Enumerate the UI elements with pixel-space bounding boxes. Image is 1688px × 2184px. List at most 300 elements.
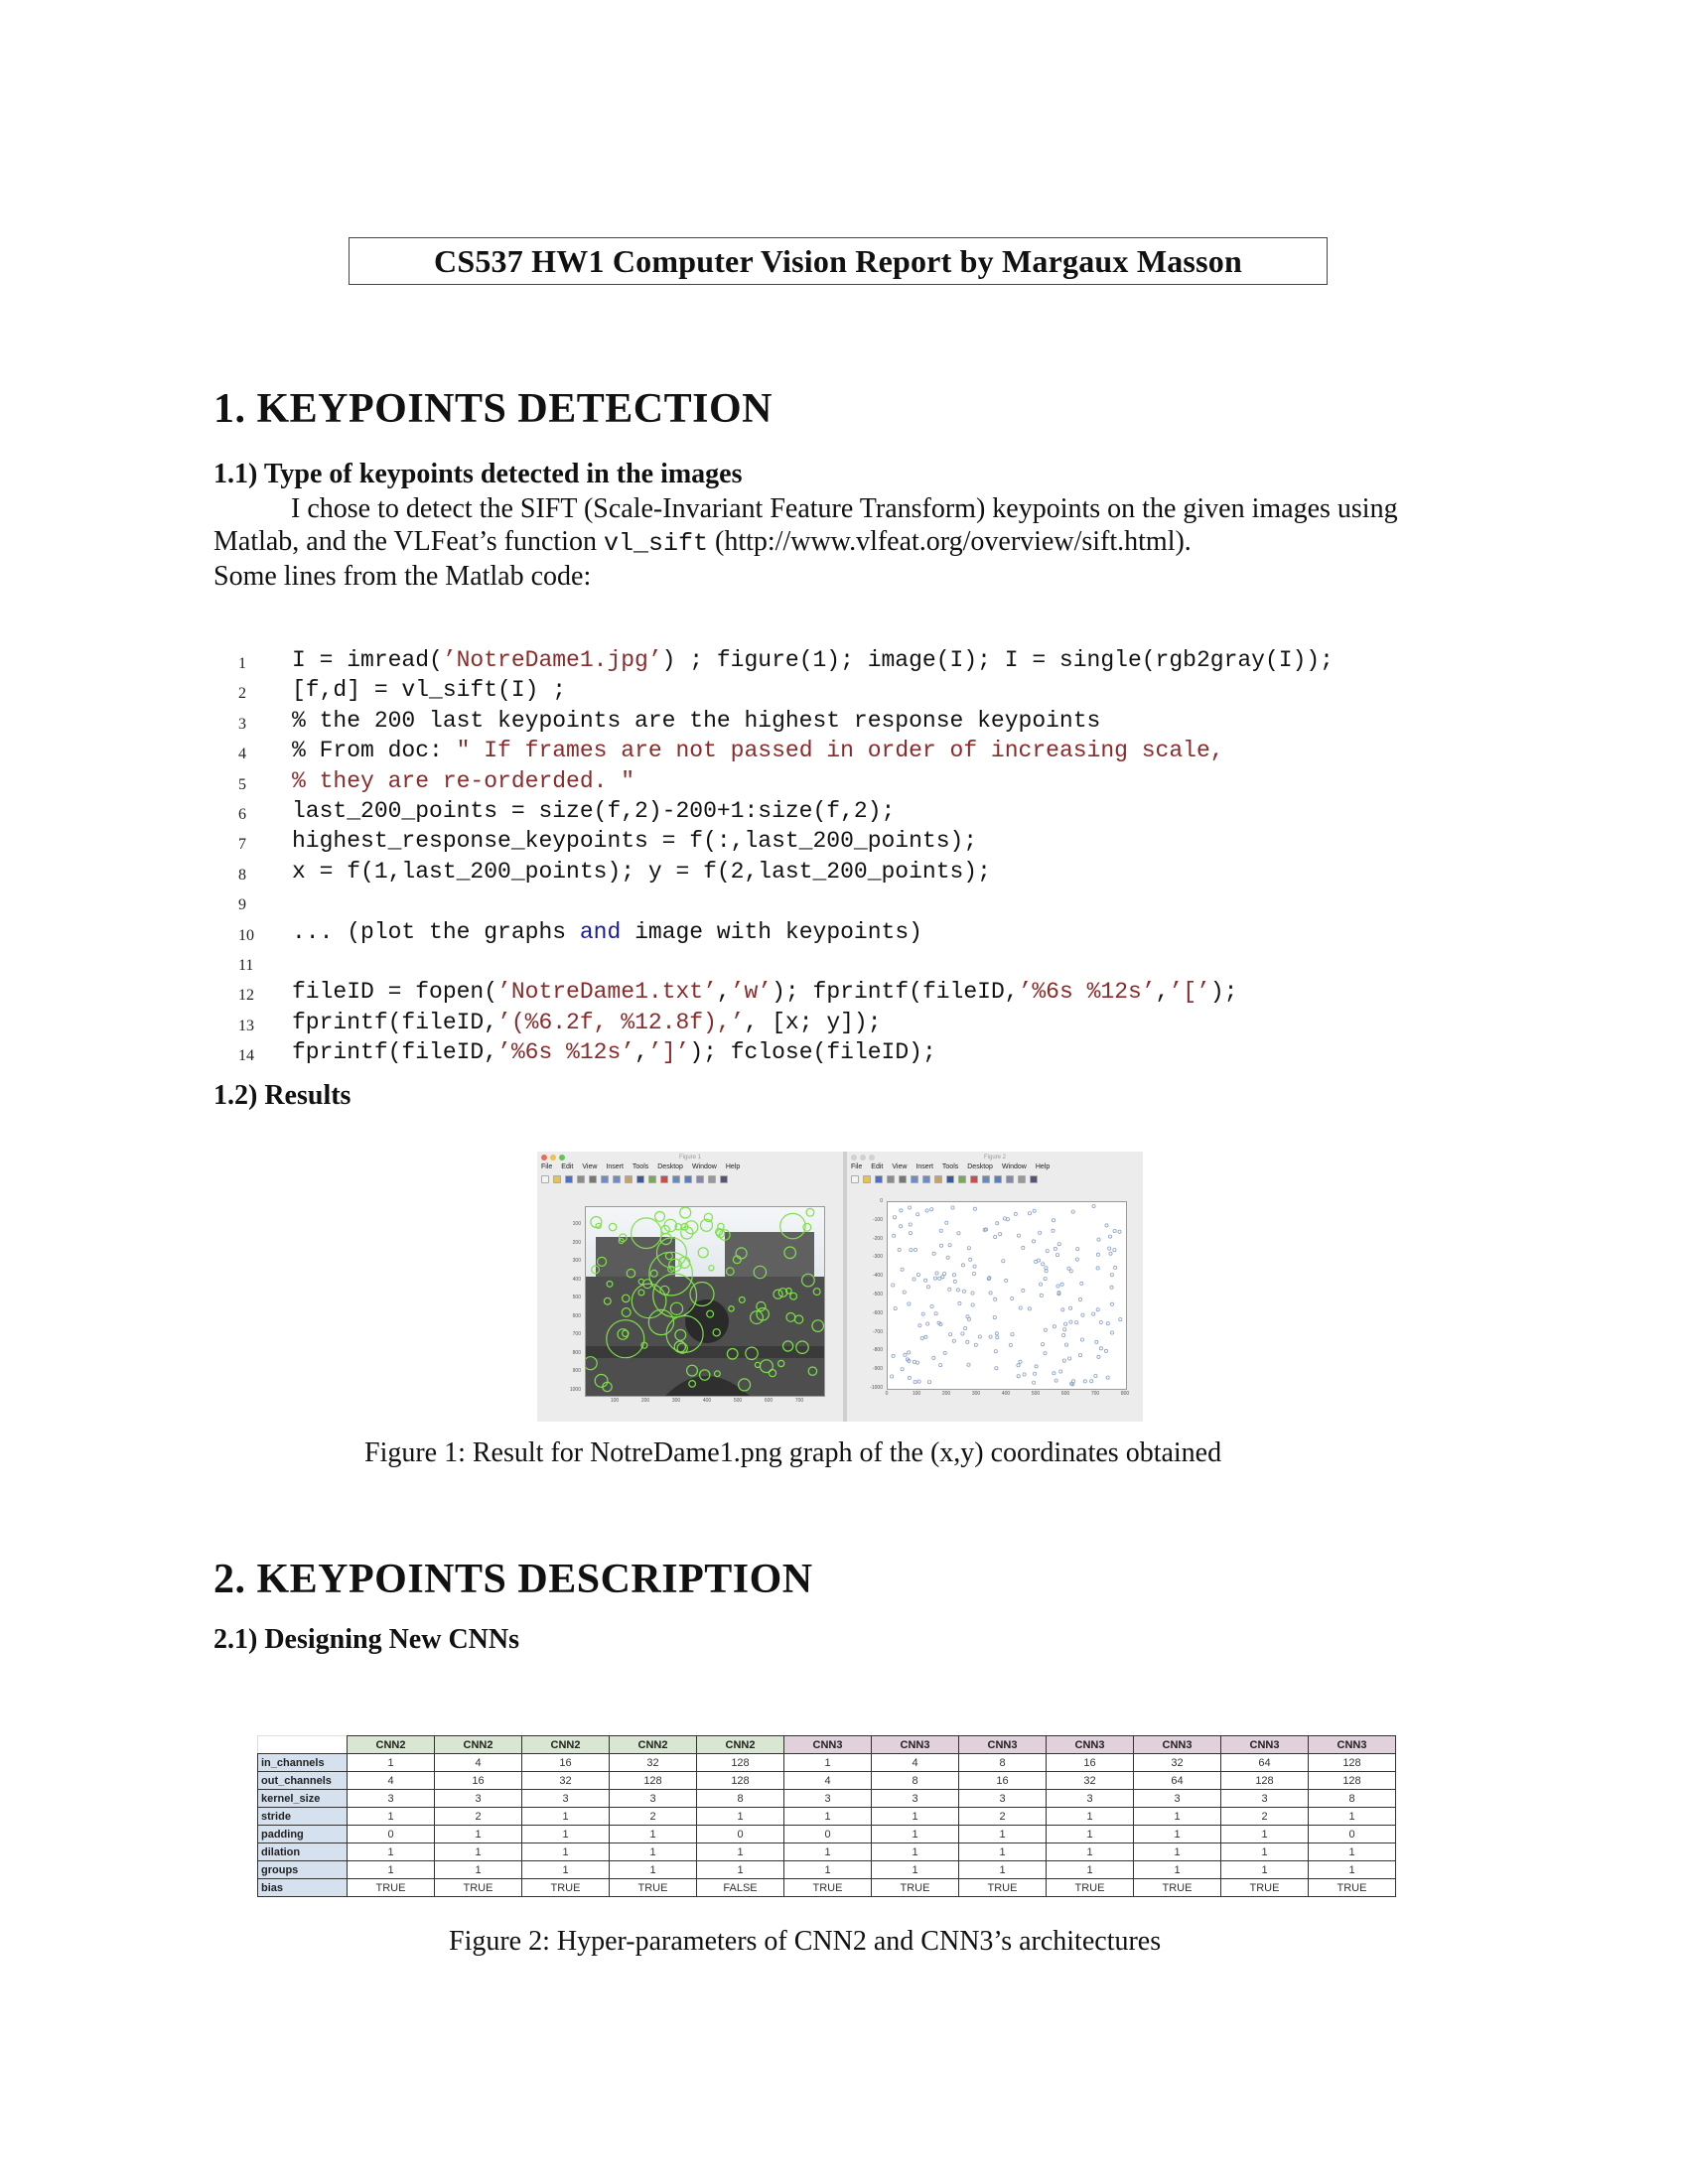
scatter-point — [1068, 1357, 1071, 1360]
brush-icon[interactable] — [660, 1175, 668, 1183]
y-tick-label: -600 — [872, 1309, 883, 1316]
y-tick-label: 300 — [572, 1258, 581, 1264]
table-cell: 3 — [435, 1790, 522, 1808]
table-cell: 16 — [959, 1772, 1047, 1790]
code-keyword: and — [579, 918, 622, 945]
scatter-point — [932, 1252, 935, 1255]
figure-2-caption: Figure 2: Hyper-parameters of CNN2 and CNN3’s architectures — [449, 1926, 1162, 1957]
scatter-point — [1097, 1355, 1100, 1358]
scatter-point — [1055, 1254, 1058, 1257]
scatter-point — [926, 1322, 929, 1325]
table-cell: TRUE — [348, 1879, 435, 1897]
column-header-cnn2: CNN2 — [697, 1736, 784, 1754]
save-icon[interactable] — [565, 1175, 573, 1183]
dock-icon[interactable] — [720, 1175, 728, 1183]
column-header-cnn2: CNN2 — [522, 1736, 610, 1754]
keypoint-scatter-plot — [888, 1202, 1126, 1389]
line-number: 4 — [238, 746, 246, 763]
code-line — [238, 736, 1334, 765]
table-cell: 1 — [435, 1861, 522, 1879]
table-cell: 128 — [1309, 1754, 1396, 1772]
table-cell: 1 — [1047, 1826, 1134, 1843]
line-number: 5 — [238, 775, 246, 793]
table-cell: 1 — [610, 1861, 697, 1879]
table-cell: 1 — [784, 1754, 872, 1772]
matlab-figure-window-1 — [537, 1152, 843, 1422]
scatter-point — [1096, 1253, 1099, 1256]
code-line — [238, 796, 1334, 826]
scatter-point — [1002, 1260, 1005, 1263]
line-number: 14 — [238, 1047, 254, 1065]
scatter-point — [1011, 1297, 1014, 1299]
scatter-point — [996, 1222, 999, 1225]
pan-icon[interactable] — [625, 1175, 633, 1183]
table-cell: 1 — [784, 1861, 872, 1879]
scatter-point — [1057, 1243, 1060, 1246]
menu-item-insert[interactable]: Insert — [606, 1163, 624, 1170]
menu-item-window[interactable]: Window — [691, 1163, 717, 1170]
scatter-point — [1046, 1250, 1049, 1253]
table-cell: 0 — [784, 1826, 872, 1843]
scatter-point — [995, 1332, 998, 1335]
scatter-point — [1035, 1260, 1038, 1263]
scatter-point — [1110, 1331, 1113, 1334]
scatter-point — [901, 1368, 904, 1371]
scatter-point — [1005, 1279, 1008, 1282]
scatter-point — [930, 1304, 933, 1307]
scatter-point — [964, 1326, 967, 1329]
table-cell: 4 — [872, 1754, 959, 1772]
table-cell: 64 — [1221, 1754, 1309, 1772]
table-cell: 1 — [697, 1843, 784, 1861]
print-icon[interactable] — [577, 1175, 585, 1183]
scatter-point — [1094, 1374, 1097, 1377]
table-cell: 32 — [522, 1772, 610, 1790]
data-cursor-icon[interactable] — [648, 1175, 656, 1183]
y-tick-label: -300 — [872, 1254, 883, 1261]
scatter-point — [1092, 1204, 1095, 1207]
table-cell: 1 — [1309, 1808, 1396, 1826]
table-cell: 1 — [348, 1808, 435, 1826]
scatter-point — [909, 1206, 912, 1209]
row-header: out_channels — [258, 1772, 348, 1790]
figure-1-caption: Figure 1: Result for NotreDame1.png graph of the (x,y) coordinates obtained — [364, 1437, 1222, 1468]
scatter-point — [910, 1249, 913, 1252]
open-folder-icon[interactable] — [863, 1175, 871, 1183]
menu-item-view[interactable]: View — [582, 1163, 598, 1170]
scatter-point — [1056, 1285, 1059, 1288]
scatter-point — [921, 1312, 924, 1315]
x-tick-label: 400 — [702, 1398, 712, 1404]
menu-item-help[interactable]: Help — [725, 1163, 741, 1170]
para-line-3: Some lines from the Matlab code: — [213, 561, 592, 592]
menu-item-window[interactable]: Window — [1001, 1163, 1027, 1170]
menu-item-tools[interactable]: Tools — [632, 1163, 649, 1170]
rotate-icon[interactable] — [946, 1175, 954, 1183]
intro-paragraph — [213, 492, 1475, 593]
window-titlebar — [537, 1152, 843, 1163]
code-text — [292, 977, 1237, 1007]
scatter-point — [996, 1336, 999, 1339]
scatter-point — [1097, 1238, 1100, 1241]
scatter-point — [1080, 1282, 1083, 1285]
cnn-hyperparameter-table — [257, 1735, 1396, 1897]
code-token: last_200_points = size(f,2)-200+1:size(f,2); — [292, 797, 896, 824]
table-cell: 128 — [1309, 1772, 1396, 1790]
table-cell: 1 — [1047, 1861, 1134, 1879]
scatter-point — [1033, 1209, 1036, 1212]
colorbar-icon[interactable] — [684, 1175, 692, 1183]
table-cell: 0 — [348, 1826, 435, 1843]
table-cell: 1 — [784, 1843, 872, 1861]
scatter-point — [967, 1363, 970, 1366]
vl-sift-code: vl_sift — [603, 529, 708, 558]
scatter-point — [1032, 1240, 1035, 1243]
window-titlebar — [847, 1152, 1143, 1163]
new-file-icon[interactable] — [851, 1175, 859, 1183]
menu-item-file[interactable]: File — [851, 1163, 863, 1170]
code-line — [238, 917, 1334, 947]
menu-item-tools[interactable]: Tools — [941, 1163, 959, 1170]
table-cell: TRUE — [1047, 1879, 1134, 1897]
y-tick-label: -900 — [872, 1366, 883, 1373]
line-number: 1 — [238, 655, 246, 672]
table-cell: TRUE — [522, 1879, 610, 1897]
table-cell: TRUE — [872, 1879, 959, 1897]
scatter-point — [892, 1354, 895, 1357]
x-tick-label: 600 — [1060, 1391, 1070, 1397]
report-title-text: CS537 HW1 Computer Vision Report by Margaux Masson — [434, 242, 1242, 279]
code-string: ’%6s %12s’ — [1018, 979, 1156, 1006]
code-token: fileID = fopen( — [292, 979, 498, 1006]
scatter-point — [924, 1335, 927, 1338]
code-string: ’[’ — [1169, 979, 1210, 1006]
column-header-cnn3: CNN3 — [959, 1736, 1047, 1754]
subsection-1-1-heading: 1.1) Type of keypoints detected in the images — [213, 459, 743, 489]
code-line — [238, 675, 1334, 705]
table-cell: 3 — [348, 1790, 435, 1808]
scatter-point — [1035, 1365, 1038, 1368]
scatter-point — [1064, 1343, 1067, 1346]
scatter-point — [1033, 1381, 1036, 1384]
x-tick-label: 200 — [941, 1391, 951, 1397]
notredame-keypoints-image — [586, 1207, 824, 1396]
code-string: ’(%6.2f, %12.8f),’ — [497, 1009, 745, 1035]
table-cell: 1 — [1309, 1843, 1396, 1861]
scatter-point — [916, 1213, 919, 1216]
scatter-point — [920, 1336, 923, 1339]
scatter-point — [1062, 1359, 1065, 1362]
colorbar-icon[interactable] — [994, 1175, 1002, 1183]
matlab-code-listing — [238, 645, 1334, 1067]
scatter-point — [969, 1258, 972, 1261]
y-tick-label: 900 — [572, 1368, 581, 1374]
code-token: fprintf(fileID, — [292, 1039, 498, 1066]
scatter-point — [1028, 1307, 1031, 1310]
code-token: I = imread( — [292, 647, 443, 673]
scatter-point — [927, 1381, 930, 1384]
scatter-point — [1099, 1347, 1102, 1350]
x-tick-label: 100 — [610, 1398, 620, 1404]
scatter-point — [925, 1209, 928, 1212]
table-cell: 8 — [1309, 1790, 1396, 1808]
code-line — [238, 766, 1334, 796]
section-2-heading: 2. KEYPOINTS DESCRIPTION — [213, 1557, 813, 1602]
code-line — [238, 645, 1334, 675]
y-tick-label: 1000 — [569, 1386, 581, 1393]
scatter-point — [989, 1335, 992, 1338]
row-header: stride — [258, 1808, 348, 1826]
scatter-point — [952, 1339, 955, 1342]
scatter-point — [1114, 1266, 1117, 1269]
rotate-icon[interactable] — [636, 1175, 644, 1183]
scatter-point — [966, 1315, 969, 1318]
scatter-point — [967, 1247, 970, 1250]
scatter-point — [1080, 1338, 1083, 1341]
column-header-cnn2: CNN2 — [610, 1736, 697, 1754]
table-cell: 4 — [348, 1772, 435, 1790]
scatter-point — [1076, 1248, 1079, 1251]
scatter-point — [1063, 1328, 1066, 1331]
line-number: 3 — [238, 715, 246, 733]
section-1-heading: 1. KEYPOINTS DETECTION — [213, 386, 773, 432]
code-string: ’]’ — [647, 1039, 690, 1066]
hide-tools-icon[interactable] — [708, 1175, 716, 1183]
code-line — [238, 887, 1334, 916]
table-cell: 0 — [1309, 1826, 1396, 1843]
table-cell: 1 — [1047, 1843, 1134, 1861]
scatter-point — [932, 1356, 935, 1359]
x-tick-label: 600 — [764, 1398, 774, 1404]
scatter-point — [1044, 1278, 1047, 1281]
scatter-point — [908, 1376, 911, 1379]
scatter-point — [1054, 1247, 1056, 1250]
row-header: bias — [258, 1879, 348, 1897]
code-token: ); — [1209, 979, 1238, 1006]
scatter-point — [1106, 1322, 1109, 1325]
scatter-point — [892, 1284, 895, 1287]
scatter-point — [961, 1332, 964, 1335]
code-text — [292, 1037, 936, 1067]
save-icon[interactable] — [875, 1175, 883, 1183]
table-cell: 1 — [872, 1861, 959, 1879]
scatter-point — [1096, 1308, 1099, 1311]
line-number: 10 — [238, 926, 254, 944]
scatter-point — [1109, 1252, 1112, 1255]
scatter-point — [951, 1206, 954, 1209]
subsection-1-2-heading: 1.2) Results — [213, 1080, 352, 1111]
scatter-point — [994, 1297, 997, 1300]
pan-icon[interactable] — [934, 1175, 942, 1183]
hide-tools-icon[interactable] — [1018, 1175, 1026, 1183]
table-cell: 1 — [697, 1861, 784, 1879]
link-icon[interactable] — [672, 1175, 680, 1183]
new-file-icon[interactable] — [541, 1175, 549, 1183]
scatter-point — [930, 1208, 933, 1211]
scatter-point — [1040, 1283, 1043, 1286]
line-number: 13 — [238, 1017, 254, 1034]
scatter-point — [1104, 1349, 1107, 1352]
scatter-point — [1060, 1283, 1063, 1286]
scatter-point — [1052, 1219, 1055, 1222]
print-icon[interactable] — [887, 1175, 895, 1183]
table-cell: 1 — [435, 1826, 522, 1843]
menu-item-view[interactable]: View — [892, 1163, 908, 1170]
y-tick-label: 700 — [572, 1331, 581, 1337]
code-token: , — [634, 1039, 648, 1066]
x-tick-label: 200 — [640, 1398, 650, 1404]
table-cell: 1 — [784, 1808, 872, 1826]
zoom-in-icon[interactable] — [601, 1175, 609, 1183]
table-cell: 2 — [435, 1808, 522, 1826]
scatter-point — [914, 1248, 916, 1251]
menu-item-help[interactable]: Help — [1035, 1163, 1051, 1170]
scatter-point — [962, 1290, 965, 1293]
scatter-point — [894, 1307, 897, 1310]
pointer-icon[interactable] — [589, 1175, 597, 1183]
para-line-2b: (http://www.vlfeat.org/overview/sift.html). — [708, 526, 1192, 557]
table-cell: 4 — [784, 1772, 872, 1790]
dock-icon[interactable] — [1030, 1175, 1038, 1183]
scatter-point — [903, 1291, 906, 1294]
scatter-point — [939, 1229, 942, 1232]
scatter-point — [1078, 1297, 1081, 1300]
scatter-point — [973, 1265, 976, 1268]
scatter-point — [994, 1350, 997, 1353]
scatter-point — [893, 1234, 896, 1237]
x-tick-label: 700 — [794, 1398, 804, 1404]
code-string: ’NotreDame1.jpg’ — [442, 647, 662, 673]
scatter-point — [904, 1353, 907, 1356]
open-folder-icon[interactable] — [553, 1175, 561, 1183]
code-string: % they are re-orderded. " — [292, 767, 635, 794]
scatter-point — [909, 1232, 912, 1235]
code-text — [292, 796, 895, 826]
table-cell: 3 — [522, 1790, 610, 1808]
code-token: % the 200 last keypoints are the highest response keypoints — [292, 707, 1101, 734]
y-tick-label: -500 — [872, 1292, 883, 1297]
scatter-point — [989, 1292, 992, 1295]
table-row — [258, 1879, 1396, 1897]
table-cell: 1 — [610, 1826, 697, 1843]
scatter-point — [1064, 1322, 1067, 1325]
table-cell: 1 — [522, 1861, 610, 1879]
scatter-point — [913, 1278, 915, 1281]
scatter-point — [1071, 1210, 1074, 1213]
line-number: 6 — [238, 805, 246, 823]
figure-1-screenshot — [537, 1152, 1143, 1422]
table-cell: 1 — [1221, 1826, 1309, 1843]
row-header: dilation — [258, 1843, 348, 1861]
code-line — [238, 1037, 1334, 1067]
table-cell: 64 — [1134, 1772, 1221, 1790]
legend-icon[interactable] — [1006, 1175, 1014, 1183]
table-cell: 1 — [1134, 1808, 1221, 1826]
menu-item-insert[interactable]: Insert — [915, 1163, 933, 1170]
table-row — [258, 1790, 1396, 1808]
column-header-cnn3: CNN3 — [784, 1736, 872, 1754]
menu-item-file[interactable]: File — [541, 1163, 553, 1170]
table-cell: 128 — [697, 1754, 784, 1772]
x-tick-label: 100 — [912, 1391, 921, 1397]
scatter-point — [918, 1324, 921, 1327]
table-cell: TRUE — [435, 1879, 522, 1897]
menu-item-edit[interactable]: Edit — [871, 1163, 884, 1170]
column-header-cnn2: CNN2 — [435, 1736, 522, 1754]
scatter-point — [916, 1274, 919, 1277]
menu-item-edit[interactable]: Edit — [561, 1163, 574, 1170]
scatter-point — [971, 1303, 974, 1306]
zoom-in-icon[interactable] — [911, 1175, 918, 1183]
legend-icon[interactable] — [696, 1175, 704, 1183]
line-number: 11 — [238, 956, 254, 974]
scatter-point — [1014, 1212, 1017, 1215]
table-cell: 1 — [1221, 1843, 1309, 1861]
brush-icon[interactable] — [970, 1175, 978, 1183]
data-cursor-icon[interactable] — [958, 1175, 966, 1183]
scatter-point — [1108, 1235, 1111, 1238]
menu-item-desktop[interactable]: Desktop — [657, 1163, 683, 1170]
scatter-point — [1099, 1320, 1102, 1323]
subsection-2-1-heading: 2.1) Designing New CNNs — [213, 1624, 519, 1655]
code-line — [238, 826, 1334, 856]
row-header: kernel_size — [258, 1790, 348, 1808]
scatter-point — [1119, 1318, 1122, 1321]
scatter-point — [1075, 1258, 1078, 1261]
scatter-point — [1022, 1289, 1025, 1292]
scatter-point — [1069, 1320, 1072, 1323]
report-title — [349, 237, 1328, 285]
menu-bar — [847, 1163, 1143, 1173]
table-corner-cell — [258, 1736, 348, 1754]
scatter-point — [933, 1277, 936, 1280]
code-text — [292, 675, 566, 705]
scatter-point — [1113, 1249, 1116, 1252]
row-header: padding — [258, 1826, 348, 1843]
line-number: 2 — [238, 685, 246, 703]
zoom-out-icon[interactable] — [922, 1175, 930, 1183]
scatter-point — [948, 1244, 951, 1247]
table-row — [258, 1808, 1396, 1826]
scatter-point — [1028, 1212, 1031, 1215]
code-token: fprintf(fileID, — [292, 1009, 498, 1035]
table-cell: 32 — [1047, 1772, 1134, 1790]
line-number: 12 — [238, 987, 254, 1005]
y-tick-label: 100 — [572, 1221, 581, 1227]
scatter-point — [1044, 1328, 1047, 1331]
scatter-point — [1105, 1224, 1108, 1227]
table-cell: 1 — [872, 1843, 959, 1861]
menu-item-desktop[interactable]: Desktop — [967, 1163, 993, 1170]
para-line-1: I chose to detect the SIFT (Scale-Invariant Feature Transform) keypoints on the given images using — [291, 493, 1398, 524]
table-cell: 1 — [1134, 1843, 1221, 1861]
x-tick-label: 500 — [733, 1398, 743, 1404]
zoom-out-icon[interactable] — [613, 1175, 621, 1183]
table-cell: 0 — [697, 1826, 784, 1843]
scatter-point — [935, 1272, 938, 1275]
scatter-point — [939, 1364, 942, 1367]
pointer-icon[interactable] — [899, 1175, 907, 1183]
table-cell: 1 — [610, 1843, 697, 1861]
scatter-point — [893, 1216, 896, 1219]
table-cell: TRUE — [784, 1879, 872, 1897]
scatter-point — [1040, 1294, 1043, 1297]
toolbar — [537, 1173, 843, 1185]
link-icon[interactable] — [982, 1175, 990, 1183]
scatter-point — [1095, 1340, 1098, 1343]
table-cell: 1 — [1134, 1861, 1221, 1879]
scatter-point — [934, 1312, 937, 1315]
